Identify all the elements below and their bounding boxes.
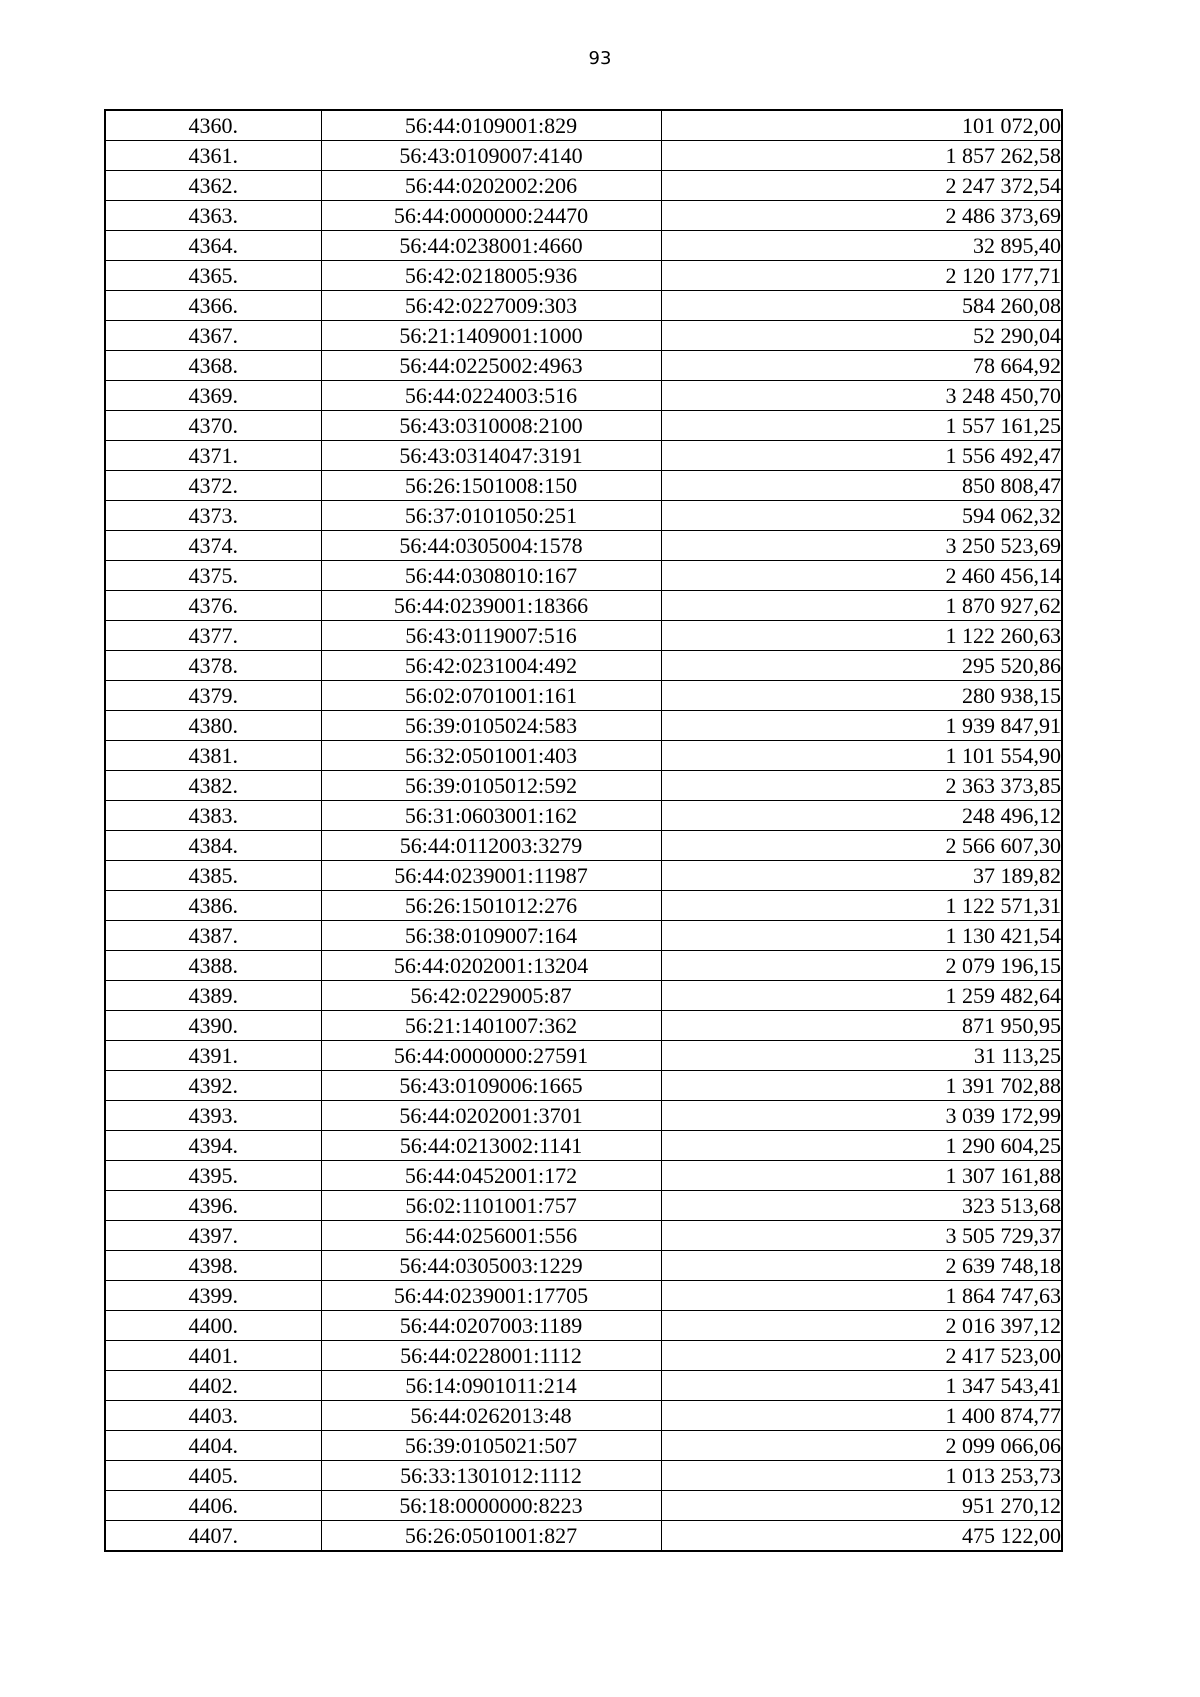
value-cell: 1 939 847,91 (661, 711, 1062, 741)
row-number-cell: 4405. (105, 1461, 321, 1491)
cadastral-number-cell: 56:43:0310008:2100 (321, 411, 661, 441)
value-cell: 1 557 161,25 (661, 411, 1062, 441)
table-row (105, 1251, 1062, 1281)
value-cell: 871 950,95 (661, 1011, 1062, 1041)
value-cell: 1 347 543,41 (661, 1371, 1062, 1401)
cadastral-number-cell: 56:44:0202002:206 (321, 171, 661, 201)
value-cell: 2 120 177,71 (661, 261, 1062, 291)
row-number-cell: 4392. (105, 1071, 321, 1101)
cadastral-number-cell: 56:18:0000000:8223 (321, 1491, 661, 1521)
cadastral-number-cell: 56:31:0603001:162 (321, 801, 661, 831)
cadastral-number-cell: 56:44:0202001:13204 (321, 951, 661, 981)
cadastral-number-cell: 56:44:0224003:516 (321, 381, 661, 411)
table-row (105, 471, 1062, 501)
row-number-cell: 4382. (105, 771, 321, 801)
value-cell: 3 039 172,99 (661, 1101, 1062, 1131)
value-cell: 2 099 066,06 (661, 1431, 1062, 1461)
row-number-cell: 4397. (105, 1221, 321, 1251)
value-cell: 31 113,25 (661, 1041, 1062, 1071)
cadastral-number-cell: 56:44:0239001:17705 (321, 1281, 661, 1311)
table-row (105, 1431, 1062, 1461)
cadastral-number-cell: 56:44:0305004:1578 (321, 531, 661, 561)
cadastral-number-cell: 56:43:0119007:516 (321, 621, 661, 651)
row-number-cell: 4375. (105, 561, 321, 591)
row-number-cell: 4370. (105, 411, 321, 441)
cadastral-number-cell: 56:33:1301012:1112 (321, 1461, 661, 1491)
row-number-cell: 4361. (105, 141, 321, 171)
table-row (105, 681, 1062, 711)
row-number-cell: 4394. (105, 1131, 321, 1161)
table-row (105, 291, 1062, 321)
row-number-cell: 4366. (105, 291, 321, 321)
value-cell: 584 260,08 (661, 291, 1062, 321)
table-row (105, 1221, 1062, 1251)
cadastral-number-cell: 56:42:0227009:303 (321, 291, 661, 321)
row-number-cell: 4391. (105, 1041, 321, 1071)
value-cell: 1 864 747,63 (661, 1281, 1062, 1311)
cadastral-number-cell: 56:44:0228001:1112 (321, 1341, 661, 1371)
value-cell: 2 566 607,30 (661, 831, 1062, 861)
registry-table-body (105, 110, 1062, 1551)
table-row (105, 741, 1062, 771)
table-row (105, 381, 1062, 411)
table-row (105, 1521, 1062, 1552)
value-cell: 248 496,12 (661, 801, 1062, 831)
cadastral-number-cell: 56:42:0229005:87 (321, 981, 661, 1011)
value-cell: 1 013 253,73 (661, 1461, 1062, 1491)
table-row (105, 231, 1062, 261)
cadastral-number-cell: 56:44:0238001:4660 (321, 231, 661, 261)
value-cell: 2 363 373,85 (661, 771, 1062, 801)
row-number-cell: 4373. (105, 501, 321, 531)
value-cell: 1 870 927,62 (661, 591, 1062, 621)
cadastral-number-cell: 56:37:0101050:251 (321, 501, 661, 531)
cadastral-number-cell: 56:14:0901011:214 (321, 1371, 661, 1401)
value-cell: 1 307 161,88 (661, 1161, 1062, 1191)
value-cell: 951 270,12 (661, 1491, 1062, 1521)
row-number-cell: 4395. (105, 1161, 321, 1191)
cadastral-number-cell: 56:43:0109007:4140 (321, 141, 661, 171)
row-number-cell: 4377. (105, 621, 321, 651)
table-row (105, 1041, 1062, 1071)
table-row (105, 321, 1062, 351)
row-number-cell: 4385. (105, 861, 321, 891)
table-row (105, 561, 1062, 591)
value-cell: 3 248 450,70 (661, 381, 1062, 411)
cadastral-number-cell: 56:44:0112003:3279 (321, 831, 661, 861)
row-number-cell: 4376. (105, 591, 321, 621)
cadastral-number-cell: 56:44:0202001:3701 (321, 1101, 661, 1131)
table-row (105, 1191, 1062, 1221)
table-row (105, 1131, 1062, 1161)
table-row (105, 1371, 1062, 1401)
table-row (105, 1491, 1062, 1521)
row-number-cell: 4380. (105, 711, 321, 741)
cadastral-number-cell: 56:42:0218005:936 (321, 261, 661, 291)
value-cell: 3 505 729,37 (661, 1221, 1062, 1251)
cadastral-number-cell: 56:26:1501012:276 (321, 891, 661, 921)
row-number-cell: 4396. (105, 1191, 321, 1221)
row-number-cell: 4399. (105, 1281, 321, 1311)
table-row (105, 621, 1062, 651)
value-cell: 280 938,15 (661, 681, 1062, 711)
table-row (105, 651, 1062, 681)
value-cell: 1 391 702,88 (661, 1071, 1062, 1101)
row-number-cell: 4389. (105, 981, 321, 1011)
table-row (105, 861, 1062, 891)
table-row (105, 1311, 1062, 1341)
row-number-cell: 4407. (105, 1521, 321, 1552)
cadastral-number-cell: 56:44:0000000:24470 (321, 201, 661, 231)
value-cell: 850 808,47 (661, 471, 1062, 501)
table-row (105, 261, 1062, 291)
cadastral-number-cell: 56:39:0105021:507 (321, 1431, 661, 1461)
row-number-cell: 4398. (105, 1251, 321, 1281)
value-cell: 78 664,92 (661, 351, 1062, 381)
row-number-cell: 4372. (105, 471, 321, 501)
cadastral-number-cell: 56:43:0314047:3191 (321, 441, 661, 471)
cadastral-number-cell: 56:39:0105024:583 (321, 711, 661, 741)
cadastral-number-cell: 56:26:0501001:827 (321, 1521, 661, 1552)
value-cell: 1 857 262,58 (661, 141, 1062, 171)
cadastral-number-cell: 56:44:0452001:172 (321, 1161, 661, 1191)
row-number-cell: 4379. (105, 681, 321, 711)
value-cell: 2 486 373,69 (661, 201, 1062, 231)
cadastral-number-cell: 56:44:0109001:829 (321, 110, 661, 141)
cadastral-number-cell: 56:02:0701001:161 (321, 681, 661, 711)
cadastral-number-cell: 56:43:0109006:1665 (321, 1071, 661, 1101)
table-row (105, 501, 1062, 531)
cadastral-number-cell: 56:26:1501008:150 (321, 471, 661, 501)
row-number-cell: 4369. (105, 381, 321, 411)
table-row (105, 891, 1062, 921)
table-row (105, 201, 1062, 231)
row-number-cell: 4390. (105, 1011, 321, 1041)
value-cell: 3 250 523,69 (661, 531, 1062, 561)
row-number-cell: 4365. (105, 261, 321, 291)
registry-table (104, 109, 1063, 1552)
value-cell: 1 400 874,77 (661, 1401, 1062, 1431)
row-number-cell: 4362. (105, 171, 321, 201)
value-cell: 2 016 397,12 (661, 1311, 1062, 1341)
table-row (105, 1071, 1062, 1101)
value-cell: 1 130 421,54 (661, 921, 1062, 951)
cadastral-number-cell: 56:44:0308010:167 (321, 561, 661, 591)
table-row (105, 441, 1062, 471)
row-number-cell: 4388. (105, 951, 321, 981)
table-row (105, 110, 1062, 141)
table-row (105, 171, 1062, 201)
value-cell: 295 520,86 (661, 651, 1062, 681)
cadastral-number-cell: 56:02:1101001:757 (321, 1191, 661, 1221)
value-cell: 1 556 492,47 (661, 441, 1062, 471)
value-cell: 32 895,40 (661, 231, 1062, 261)
row-number-cell: 4378. (105, 651, 321, 681)
value-cell: 2 079 196,15 (661, 951, 1062, 981)
row-number-cell: 4400. (105, 1311, 321, 1341)
value-cell: 323 513,68 (661, 1191, 1062, 1221)
row-number-cell: 4374. (105, 531, 321, 561)
row-number-cell: 4383. (105, 801, 321, 831)
row-number-cell: 4386. (105, 891, 321, 921)
cadastral-number-cell: 56:44:0225002:4963 (321, 351, 661, 381)
value-cell: 594 062,32 (661, 501, 1062, 531)
value-cell: 2 247 372,54 (661, 171, 1062, 201)
row-number-cell: 4360. (105, 110, 321, 141)
table-row (105, 711, 1062, 741)
row-number-cell: 4406. (105, 1491, 321, 1521)
cadastral-number-cell: 56:44:0305003:1229 (321, 1251, 661, 1281)
cadastral-number-cell: 56:44:0000000:27591 (321, 1041, 661, 1071)
row-number-cell: 4368. (105, 351, 321, 381)
row-number-cell: 4403. (105, 1401, 321, 1431)
table-row (105, 921, 1062, 951)
table-row (105, 771, 1062, 801)
value-cell: 2 417 523,00 (661, 1341, 1062, 1371)
row-number-cell: 4393. (105, 1101, 321, 1131)
row-number-cell: 4371. (105, 441, 321, 471)
table-row (105, 1461, 1062, 1491)
cadastral-number-cell: 56:44:0207003:1189 (321, 1311, 661, 1341)
table-row (105, 801, 1062, 831)
value-cell: 1 101 554,90 (661, 741, 1062, 771)
table-row (105, 141, 1062, 171)
cadastral-number-cell: 56:32:0501001:403 (321, 741, 661, 771)
table-row (105, 1101, 1062, 1131)
cadastral-number-cell: 56:44:0213002:1141 (321, 1131, 661, 1161)
value-cell: 1 122 260,63 (661, 621, 1062, 651)
table-row (105, 1341, 1062, 1371)
value-cell: 101 072,00 (661, 110, 1062, 141)
value-cell: 1 259 482,64 (661, 981, 1062, 1011)
value-cell: 475 122,00 (661, 1521, 1062, 1552)
cadastral-number-cell: 56:44:0239001:18366 (321, 591, 661, 621)
row-number-cell: 4402. (105, 1371, 321, 1401)
row-number-cell: 4364. (105, 231, 321, 261)
value-cell: 52 290,04 (661, 321, 1062, 351)
table-row (105, 981, 1062, 1011)
value-cell: 1 122 571,31 (661, 891, 1062, 921)
value-cell: 2 460 456,14 (661, 561, 1062, 591)
cadastral-number-cell: 56:21:1401007:362 (321, 1011, 661, 1041)
row-number-cell: 4387. (105, 921, 321, 951)
table-row (105, 411, 1062, 441)
table-row (105, 591, 1062, 621)
table-row (105, 531, 1062, 561)
table-row (105, 951, 1062, 981)
table-row (105, 1011, 1062, 1041)
value-cell: 1 290 604,25 (661, 1131, 1062, 1161)
table-row (105, 1401, 1062, 1431)
row-number-cell: 4367. (105, 321, 321, 351)
cadastral-number-cell: 56:44:0239001:11987 (321, 861, 661, 891)
table-row (105, 1281, 1062, 1311)
cadastral-number-cell: 56:39:0105012:592 (321, 771, 661, 801)
page-number: 93 (588, 48, 612, 69)
cadastral-number-cell: 56:44:0262013:48 (321, 1401, 661, 1431)
table-row (105, 351, 1062, 381)
cadastral-number-cell: 56:44:0256001:556 (321, 1221, 661, 1251)
cadastral-number-cell: 56:42:0231004:492 (321, 651, 661, 681)
value-cell: 2 639 748,18 (661, 1251, 1062, 1281)
row-number-cell: 4363. (105, 201, 321, 231)
cadastral-number-cell: 56:38:0109007:164 (321, 921, 661, 951)
cadastral-number-cell: 56:21:1409001:1000 (321, 321, 661, 351)
table-row (105, 831, 1062, 861)
value-cell: 37 189,82 (661, 861, 1062, 891)
row-number-cell: 4381. (105, 741, 321, 771)
row-number-cell: 4404. (105, 1431, 321, 1461)
row-number-cell: 4401. (105, 1341, 321, 1371)
table-row (105, 1161, 1062, 1191)
row-number-cell: 4384. (105, 831, 321, 861)
